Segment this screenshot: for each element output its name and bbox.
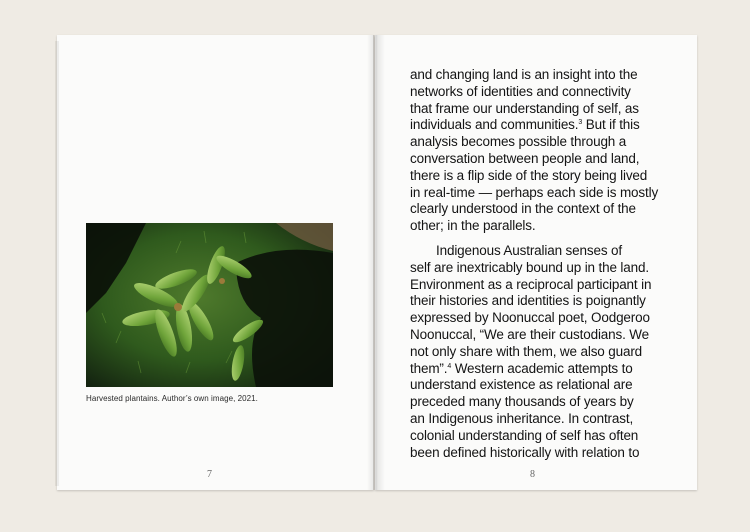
footnote-ref-3: 3 bbox=[578, 119, 583, 127]
plantains-photo bbox=[86, 223, 333, 387]
text-line: not only share with them, we also guard bbox=[410, 343, 643, 359]
text-fragment: them”. bbox=[410, 360, 448, 376]
text-fragment: Western academic attempts to bbox=[451, 360, 633, 376]
text-line: analysis becomes possible through a bbox=[410, 134, 627, 150]
text-line: Indigenous Australian senses of bbox=[436, 242, 622, 258]
text-line: expressed by Noonuccal poet, Oodgeroo bbox=[410, 310, 650, 326]
text-line: conversation between people and land, bbox=[410, 150, 640, 166]
text-line: clearly understood in the context of the bbox=[410, 201, 636, 217]
page-number-left: 7 bbox=[207, 469, 212, 480]
text-line: there is a flip side of the story being lived bbox=[410, 167, 648, 183]
text-fragment: individuals and communities. bbox=[410, 117, 579, 133]
text-line: in real-time — perhaps each side is mostly bbox=[410, 184, 659, 200]
text-line: self are inextricably bound up in the land. bbox=[410, 259, 649, 275]
footnote-ref-4: 4 bbox=[447, 362, 452, 370]
body-text bbox=[410, 67, 670, 461]
text-line: that frame our understanding of self, as bbox=[410, 100, 639, 116]
text-line: other; in the parallels. bbox=[410, 218, 536, 234]
text-line: their histories and identities is poignantly bbox=[410, 293, 646, 309]
text-line bbox=[410, 117, 670, 134]
text-line: colonial understanding of self has often bbox=[410, 427, 639, 443]
book-spread bbox=[57, 35, 697, 490]
paragraph-gap bbox=[410, 235, 670, 243]
page-number-right: 8 bbox=[530, 469, 535, 480]
page-edge-shadow bbox=[55, 41, 59, 486]
text-line bbox=[410, 361, 670, 378]
text-line: Noonuccal, “We are their custodians. We bbox=[410, 326, 650, 342]
right-page bbox=[375, 35, 697, 490]
photo-caption: Harvested plantains. Author’s own image, 2021. bbox=[86, 394, 258, 403]
text-line: understand existence as relational are bbox=[410, 377, 633, 393]
left-page bbox=[57, 35, 374, 490]
text-line: and changing land is an insight into the bbox=[410, 67, 638, 82]
text-line: preceded many thousands of years by bbox=[410, 394, 634, 410]
text-line: an Indigenous inheritance. In contrast, bbox=[410, 410, 634, 426]
text-line: been defined historically with relation to bbox=[410, 444, 640, 460]
text-line: Environment as a reciprocal participant in bbox=[410, 276, 652, 292]
text-fragment: But if this bbox=[582, 117, 640, 133]
text-line: networks of identities and connectivity bbox=[410, 83, 631, 99]
